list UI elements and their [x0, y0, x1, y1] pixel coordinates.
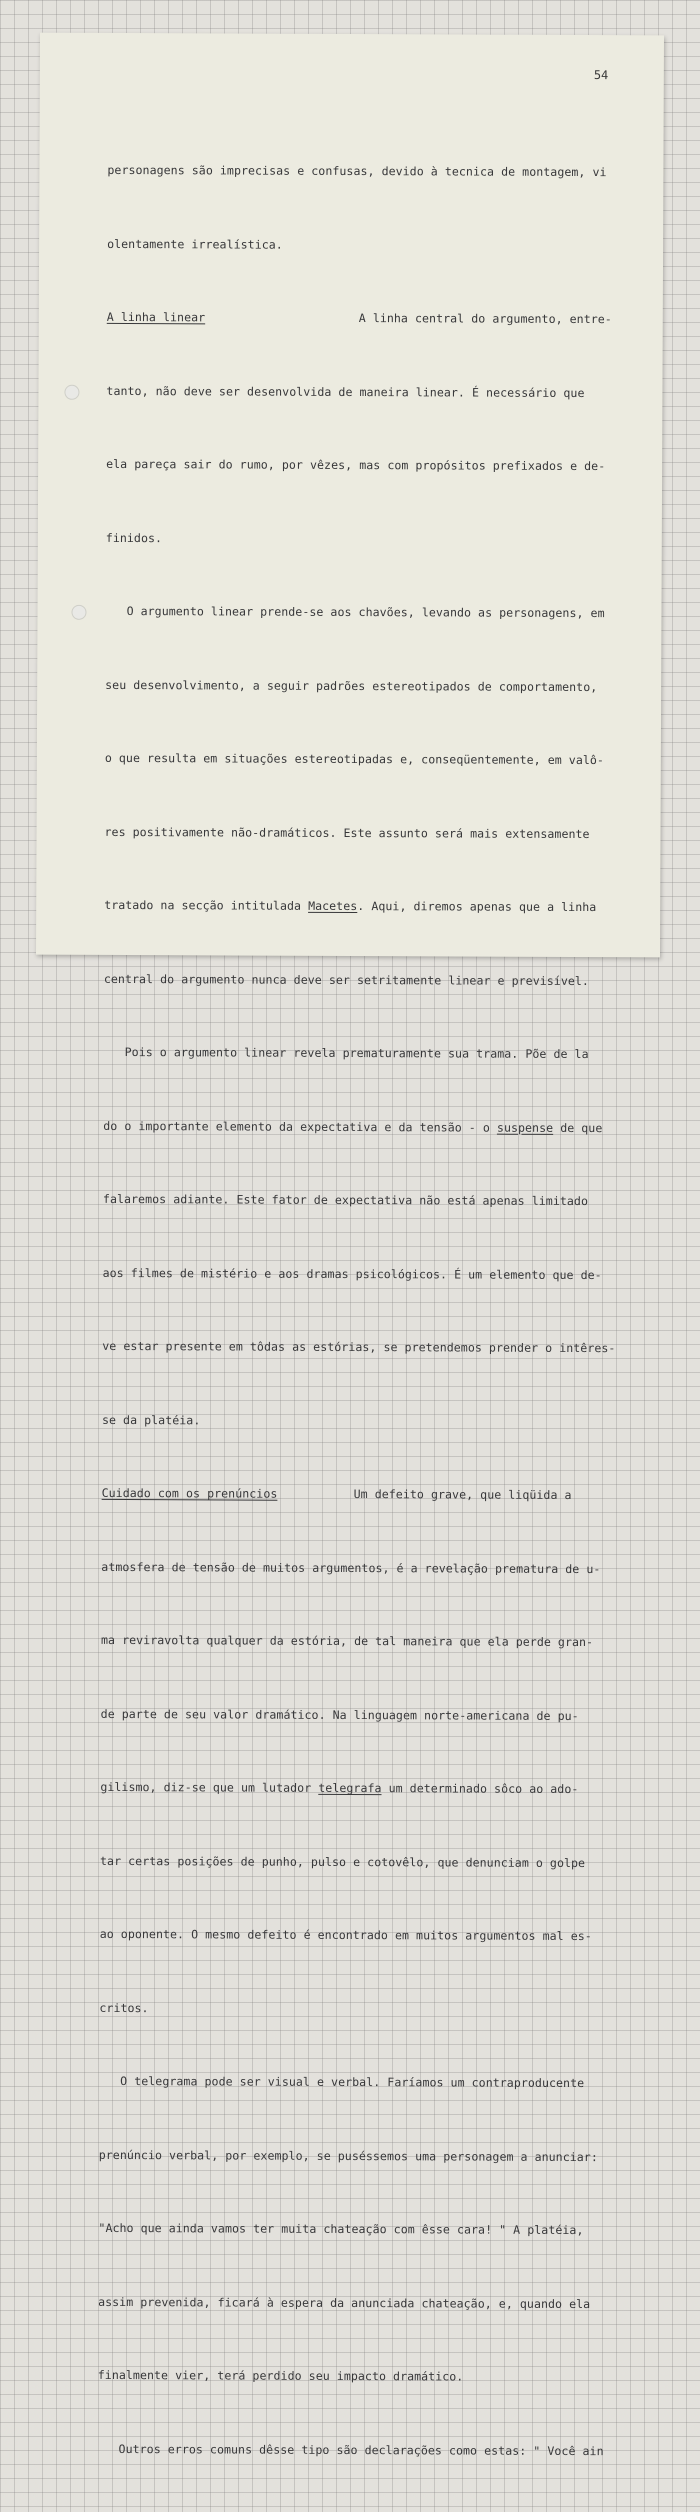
text-line: Outros erros comuns dêsse tipo são declarações como estas: " Você ain: [97, 2441, 604, 2458]
text-line: tar certas posições de punho, pulso e cotovêlo, que denunciam o golpe: [100, 1853, 586, 1870]
typewritten-page: [36, 33, 664, 2458]
text-line: finalmente vier, terá perdido seu impacto dramático.: [97, 2367, 464, 2384]
text-line: o que resulta em situações estereotipadas e, conseqüentemente, em valô-: [104, 750, 605, 768]
section-text: A linha central do argumento, entre-: [358, 311, 612, 327]
text-line: ma reviravolta qualquer da estória, de tal maneira que ela perde gran-: [100, 1632, 594, 1650]
page-number: 54: [593, 68, 609, 83]
punch-hole-bottom: [71, 605, 86, 620]
text-line: prenúncio verbal, por exemplo, se puséssemos uma personagem a anunciar:: [98, 2147, 598, 2164]
body-text: [97, 109, 627, 2512]
text-line-suspense: [103, 1113, 623, 1140]
text-line: falaremos adiante. Este fator de expectativa não está apenas limitado: [102, 1191, 589, 1209]
term-telegrafa: telegrafa: [318, 1780, 382, 1796]
text-line-telegrafa: [100, 1775, 620, 1802]
text-line: assim prevenida, ficará à espera da anunciada chateação, e, quando ela: [98, 2294, 591, 2311]
text-line: seu desenvolvimento, a seguir padrões estereotipados de comportamento,: [105, 677, 598, 694]
text-line: ela pareça sair do rumo, por vêzes, mas com propósitos prefixados e de-: [106, 456, 606, 474]
term-macetes: Macetes: [308, 898, 358, 914]
text-segment: do o importante elemento da expectativa e da tensão - o: [103, 1118, 497, 1135]
text-line: aos filmes de mistério e aos dramas psicológicos. É um elemento que de-: [102, 1265, 602, 1282]
text-line: olentamente irrealística.: [107, 236, 283, 252]
text-line: O telegrama pode ser visual e verbal. Faríamos um contraproducente: [99, 2073, 585, 2091]
text-line: Pois o argumento linear revela prematuramente sua trama. Põe de la: [103, 1044, 589, 1062]
section-text: Um defeito grave, que liqüida a: [353, 1487, 572, 1502]
text-segment: tratado na secção intitulada: [104, 897, 309, 913]
term-suspense: suspense: [496, 1120, 554, 1135]
text-segment: . Aqui, diremos apenas que a linha: [357, 899, 597, 915]
text-line: O argumento linear prende-se aos chavões, levando as personagens, em: [105, 603, 605, 621]
text-line: personagens são imprecisas e confusas, devido à tecnica de montagem, vi: [107, 162, 607, 180]
section-heading-line: [107, 305, 627, 332]
text-line-macetes: [104, 893, 624, 920]
text-line: ao oponente. O mesmo defeito é encontrado em muitos argumentos mal es-: [99, 1926, 592, 1944]
text-line: critos.: [99, 2000, 149, 2015]
section-heading-line: [102, 1481, 622, 1508]
section-title-prenuncios: Cuidado com os prenúncios: [101, 1485, 278, 1501]
text-line: se da platéia.: [101, 1412, 201, 1427]
text-line: finidos.: [105, 530, 163, 545]
text-line: de parte de seu valor dramático. Na linguagem norte-americana de pu-: [100, 1706, 579, 1723]
text-segment: gilismo, diz-se que um lutador: [100, 1779, 319, 1795]
text-line: ve estar presente em tôdas as estórias, se pretendemos prender o intêres-: [102, 1338, 616, 1356]
text-line: atmosfera de tensão de muitos argumentos, é a revelação prematura de u-: [101, 1559, 601, 1576]
text-line: central do argumento nunca deve ser setritamente linear e previsível.: [103, 971, 589, 988]
punch-hole-top: [64, 385, 79, 400]
text-line: tanto, não deve ser desenvolvida de maneira linear. É necessário que: [106, 383, 585, 400]
text-segment: um determinado sôco ao ado-: [381, 1781, 579, 1797]
text-line: "Acho que ainda vamos ter muita chateação com êsse cara! " A platéia,: [98, 2220, 584, 2238]
section-title-linha-linear: A linha linear: [106, 309, 206, 325]
text-line: res positivamente não-dramáticos. Este assunto será mais extensamente: [104, 824, 590, 841]
text-segment: de que: [553, 1120, 603, 1135]
